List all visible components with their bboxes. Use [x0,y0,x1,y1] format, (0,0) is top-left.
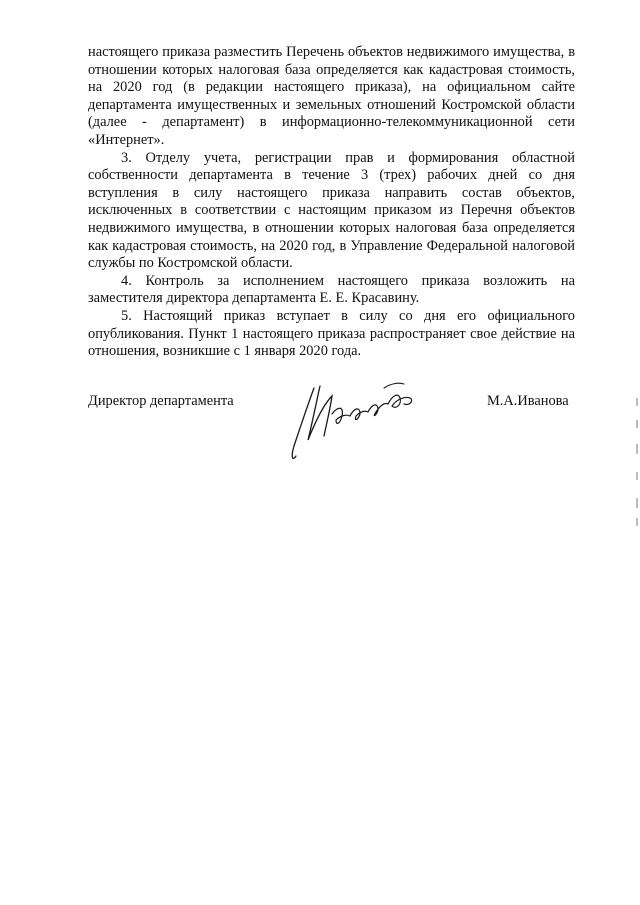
paragraph-3: 3. Отделу учета, регистрации прав и формирования областной собственности департамента в течение 3 (трех) рабочих дней со дня вступления в силу настоящего приказа направить состав объектов, исключенных в соответствии с настоящим приказом из Перечня объектов недвижимого имущества, в отношении которых налоговая база определяется как кадастровая стоимость, на 2020 год, в Управление Федеральной налоговой службы по Костромской области. [88,149,575,272]
paragraph-4: 4. Контроль за исполнением настоящего приказа возложить на заместителя директора департамента Е. Е. Красавину. [88,272,575,307]
document-body [88,44,575,361]
signatory-title: Директор департамента [88,393,234,409]
handwritten-signature [280,370,430,470]
paragraph-continuation: настоящего приказа разместить Перечень объектов недвижимого имущества, в отношении которых налоговая база определяется как кадастровая стоимость, на 2020 год (в редакции настоящего приказа), на официальном сайте департамента имущественных и земельных отношений Костромской области (далее - департамент) в информационно-телекоммуникационной сети «Интернет». [88,44,575,148]
paragraph-5: 5. Настоящий приказ вступает в силу со дня его официального опубликования. Пункт 1 настоящего приказа распространяет свое действие на отношения, возникшие с 1 января 2020 года. [88,307,575,360]
signatory-name: М.А.Иванова [487,393,569,409]
scan-edge-mark [632,398,640,528]
